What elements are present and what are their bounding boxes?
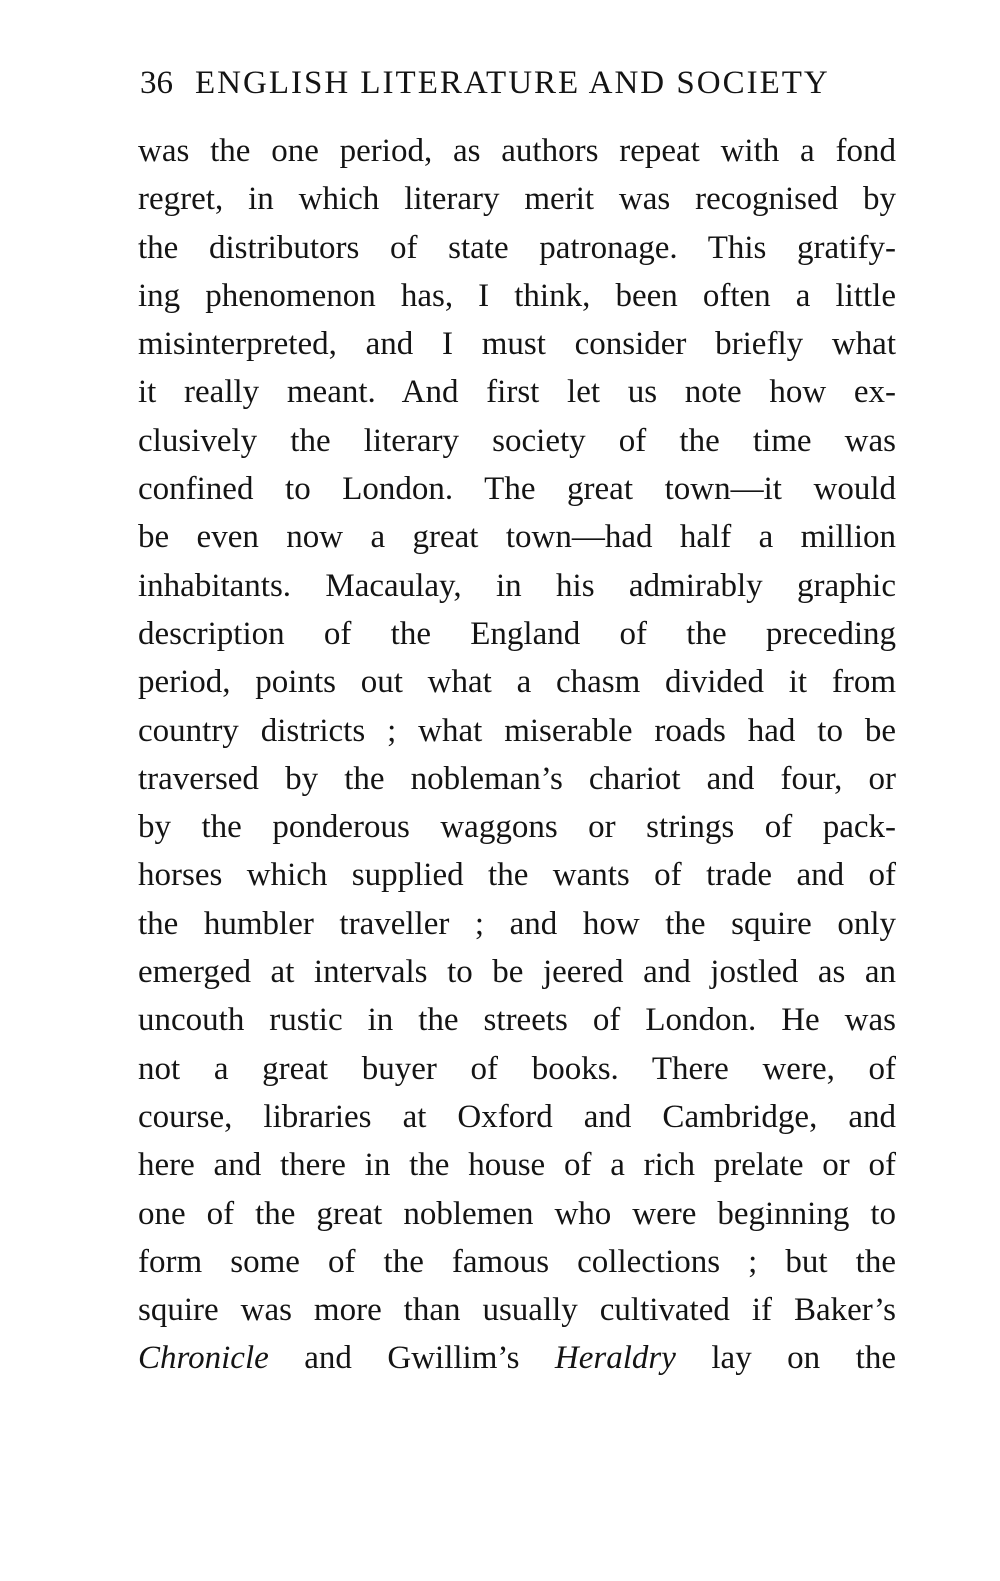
text-segment: be even now a great town—had half a million bbox=[138, 519, 896, 556]
text-segment: was the one period, as authors repeat with a fond bbox=[138, 133, 896, 169]
text-line bbox=[138, 513, 896, 561]
text-segment: course, libraries at Oxford and Cambridge, and bbox=[138, 1098, 896, 1135]
text-segment: ing phenomenon has, I think, been often a little bbox=[138, 277, 896, 314]
text-segment: description of the England of the preceding bbox=[138, 615, 896, 652]
body-text bbox=[138, 127, 896, 1383]
text-line bbox=[138, 1045, 896, 1093]
text-line bbox=[138, 417, 896, 465]
text-segment: the humbler traveller ; and how the squire only bbox=[138, 905, 896, 942]
text-line bbox=[138, 1093, 896, 1141]
text-segment: period, points out what a chasm divided it from bbox=[138, 664, 896, 701]
text-segment: clusively the literary society of the time was bbox=[138, 422, 896, 459]
text-line bbox=[138, 1141, 896, 1189]
text-segment: regret, in which literary merit was recognised by bbox=[138, 181, 896, 218]
text-line bbox=[138, 900, 896, 948]
italic-title: Heraldry bbox=[554, 1340, 676, 1377]
text-segment: here and there in the house of a rich prelate or of bbox=[138, 1147, 896, 1184]
text-segment: not a great buyer of books. There were, of bbox=[138, 1050, 896, 1087]
running-header bbox=[140, 58, 896, 108]
text-segment: misinterpreted, and I must consider briefly what bbox=[138, 326, 896, 363]
text-segment: one of the great noblemen who were beginning to bbox=[138, 1195, 896, 1232]
text-line bbox=[138, 851, 896, 899]
text-segment: country districts ; what miserable roads had to be bbox=[138, 712, 896, 749]
text-line bbox=[138, 465, 896, 513]
text-line bbox=[138, 127, 896, 175]
running-title: ENGLISH LITERATURE AND SOCIETY bbox=[195, 65, 830, 101]
text-segment: by the ponderous waggons or strings of pack- bbox=[138, 809, 896, 846]
italic-title: Chronicle bbox=[138, 1340, 269, 1377]
text-line bbox=[138, 1238, 896, 1286]
text-segment: confined to London. The great town—it would bbox=[138, 471, 896, 508]
text-line bbox=[138, 803, 896, 851]
text-line bbox=[138, 1334, 896, 1382]
text-line bbox=[138, 658, 896, 706]
text-line bbox=[138, 610, 896, 658]
text-segment: inhabitants. Macaulay, in his admirably graphic bbox=[138, 567, 896, 604]
text-segment: and Gwillim’s bbox=[268, 1340, 555, 1377]
text-line bbox=[138, 1190, 896, 1238]
text-line bbox=[138, 707, 896, 755]
text-line bbox=[138, 1286, 896, 1334]
text-segment: squire was more than usually cultivated if Baker’s bbox=[138, 1292, 896, 1329]
text-segment: traversed by the nobleman’s chariot and four, or bbox=[138, 760, 896, 797]
text-segment: the distributors of state patronage. This gratify- bbox=[138, 229, 896, 266]
page-number: 36 bbox=[140, 65, 173, 101]
text-line bbox=[138, 562, 896, 610]
text-line bbox=[138, 368, 896, 416]
text-line bbox=[138, 996, 896, 1044]
text-segment: uncouth rustic in the streets of London. He was bbox=[138, 1002, 896, 1039]
text-line bbox=[138, 175, 896, 223]
text-line bbox=[138, 224, 896, 272]
text-line bbox=[138, 755, 896, 803]
text-line bbox=[138, 948, 896, 996]
text-segment: form some of the famous collections ; but the bbox=[138, 1243, 896, 1280]
text-segment: it really meant. And first let us note how ex- bbox=[138, 374, 896, 411]
text-line bbox=[138, 272, 896, 320]
text-segment: emerged at intervals to be jeered and jostled as an bbox=[138, 954, 896, 991]
text-segment: lay on the bbox=[675, 1340, 896, 1377]
text-segment: horses which supplied the wants of trade and of bbox=[138, 857, 896, 894]
text-line bbox=[138, 320, 896, 368]
